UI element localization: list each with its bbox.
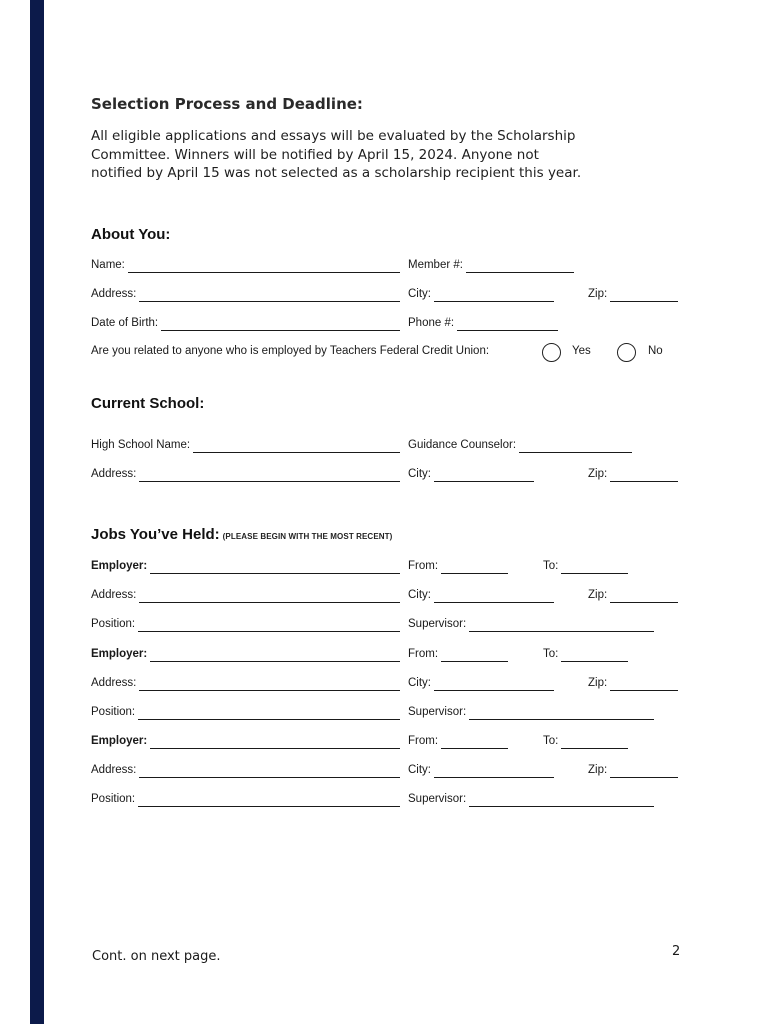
job2-address-input-line[interactable] xyxy=(139,678,400,691)
selection-process-heading: Selection Process and Deadline: xyxy=(91,95,363,113)
job1-position-field[interactable] xyxy=(91,616,400,632)
school-address-label: Address: xyxy=(91,468,137,480)
name-label: Name: xyxy=(91,259,125,271)
job1-city-field[interactable] xyxy=(408,587,554,603)
job1-to-label: To: xyxy=(543,560,559,572)
job2-city-label: City: xyxy=(408,677,431,689)
member-number-input-line[interactable] xyxy=(466,260,574,273)
member-number-label: Member #: xyxy=(408,259,463,271)
city-input-line[interactable] xyxy=(434,289,554,302)
side-accent-bar xyxy=(30,0,44,1024)
job2-employer-field[interactable] xyxy=(91,646,400,662)
school-zip-label: Zip: xyxy=(588,468,608,480)
job3-city-input-line[interactable] xyxy=(434,765,554,778)
school-city-label: City: xyxy=(408,468,431,480)
job2-position-input-line[interactable] xyxy=(138,707,400,720)
name-field[interactable] xyxy=(91,257,400,273)
selection-text-line-2: Committee. Winners will be notified by April 15, 2024. Anyone not xyxy=(91,146,539,163)
job3-from-field[interactable] xyxy=(408,733,508,749)
job1-employer-label: Employer: xyxy=(91,560,148,572)
job3-to-input-line[interactable] xyxy=(561,736,628,749)
job3-supervisor-field[interactable] xyxy=(408,791,654,807)
job3-employer-input-line[interactable] xyxy=(150,736,400,749)
job2-position-field[interactable] xyxy=(91,704,400,720)
job3-to-label: To: xyxy=(543,735,559,747)
job3-supervisor-input-line[interactable] xyxy=(469,794,654,807)
job2-supervisor-input-line[interactable] xyxy=(469,707,654,720)
phone-input-line[interactable] xyxy=(457,318,558,331)
job2-city-input-line[interactable] xyxy=(434,678,554,691)
job2-to-input-line[interactable] xyxy=(561,649,628,662)
job2-address-field[interactable] xyxy=(91,675,400,691)
job3-city-label: City: xyxy=(408,764,431,776)
date-of-birth-label: Date of Birth: xyxy=(91,317,159,329)
related-no-radio[interactable] xyxy=(617,343,636,362)
job2-city-field[interactable] xyxy=(408,675,554,691)
school-address-field[interactable] xyxy=(91,466,400,482)
job3-from-label: From: xyxy=(408,735,439,747)
about-you-heading: About You: xyxy=(91,226,171,243)
page-number: 2 xyxy=(672,944,681,959)
job3-address-input-line[interactable] xyxy=(139,765,400,778)
jobs-heading xyxy=(91,526,392,543)
jobs-heading-title: Jobs You’ve Held: xyxy=(91,526,220,543)
high-school-name-field[interactable] xyxy=(91,437,400,453)
job1-from-input-line[interactable] xyxy=(441,561,508,574)
job1-address-label: Address: xyxy=(91,589,137,601)
job1-supervisor-field[interactable] xyxy=(408,616,654,632)
job2-from-field[interactable] xyxy=(408,646,508,662)
school-zip-input-line[interactable] xyxy=(610,469,678,482)
job3-to-field[interactable] xyxy=(543,733,628,749)
school-city-input-line[interactable] xyxy=(434,469,534,482)
school-city-field[interactable] xyxy=(408,466,534,482)
phone-field[interactable] xyxy=(408,315,558,331)
jobs-heading-note: (PLEASE BEGIN WITH THE MOST RECENT) xyxy=(222,532,393,541)
high-school-name-label: High School Name: xyxy=(91,439,191,451)
address-label: Address: xyxy=(91,288,137,300)
address-input-line[interactable] xyxy=(139,289,400,302)
job3-position-label: Position: xyxy=(91,793,136,805)
current-school-heading: Current School: xyxy=(91,395,205,412)
related-yes-label: Yes xyxy=(572,345,591,357)
high-school-name-input-line[interactable] xyxy=(193,440,400,453)
job2-supervisor-field[interactable] xyxy=(408,704,654,720)
related-yes-radio[interactable] xyxy=(542,343,561,362)
job2-to-field[interactable] xyxy=(543,646,628,662)
job1-from-field[interactable] xyxy=(408,558,508,574)
job3-position-input-line[interactable] xyxy=(138,794,400,807)
job3-address-field[interactable] xyxy=(91,762,400,778)
job1-employer-field[interactable] xyxy=(91,558,400,574)
job3-employer-field[interactable] xyxy=(91,733,400,749)
related-question: Are you related to anyone who is employed by Teachers Federal Credit Union: xyxy=(91,345,490,357)
job1-employer-input-line[interactable] xyxy=(150,561,400,574)
job1-to-input-line[interactable] xyxy=(561,561,628,574)
job3-zip-input-line[interactable] xyxy=(610,765,678,778)
zip-label: Zip: xyxy=(588,288,608,300)
job1-address-input-line[interactable] xyxy=(139,590,400,603)
guidance-counselor-label: Guidance Counselor: xyxy=(408,439,517,451)
job3-city-field[interactable] xyxy=(408,762,554,778)
address-field[interactable] xyxy=(91,286,400,302)
job3-from-input-line[interactable] xyxy=(441,736,508,749)
job1-position-label: Position: xyxy=(91,618,136,630)
job2-employer-label: Employer: xyxy=(91,648,148,660)
school-address-input-line[interactable] xyxy=(139,469,400,482)
job3-zip-label: Zip: xyxy=(588,764,608,776)
zip-field[interactable] xyxy=(588,286,678,302)
name-input-line[interactable] xyxy=(128,260,400,273)
job2-zip-input-line[interactable] xyxy=(610,678,678,691)
job1-zip-field[interactable] xyxy=(588,587,678,603)
job2-from-label: From: xyxy=(408,648,439,660)
job3-zip-field[interactable] xyxy=(588,762,678,778)
city-label: City: xyxy=(408,288,431,300)
guidance-counselor-input-line[interactable] xyxy=(519,440,632,453)
job3-supervisor-label: Supervisor: xyxy=(408,793,467,805)
job1-zip-label: Zip: xyxy=(588,589,608,601)
job1-city-label: City: xyxy=(408,589,431,601)
job2-zip-label: Zip: xyxy=(588,677,608,689)
job1-supervisor-input-line[interactable] xyxy=(469,619,654,632)
job1-to-field[interactable] xyxy=(543,558,628,574)
job2-to-label: To: xyxy=(543,648,559,660)
job2-employer-input-line[interactable] xyxy=(150,649,400,662)
job1-supervisor-label: Supervisor: xyxy=(408,618,467,630)
zip-input-line[interactable] xyxy=(610,289,678,302)
job3-position-field[interactable] xyxy=(91,791,400,807)
job2-from-input-line[interactable] xyxy=(441,649,508,662)
date-of-birth-input-line[interactable] xyxy=(161,318,400,331)
job3-employer-label: Employer: xyxy=(91,735,148,747)
job1-position-input-line[interactable] xyxy=(138,619,400,632)
job1-zip-input-line[interactable] xyxy=(610,590,678,603)
job2-position-label: Position: xyxy=(91,706,136,718)
job1-from-label: From: xyxy=(408,560,439,572)
city-field[interactable] xyxy=(408,286,554,302)
job2-supervisor-label: Supervisor: xyxy=(408,706,467,718)
job1-city-input-line[interactable] xyxy=(434,590,554,603)
selection-process-text xyxy=(91,127,611,183)
phone-label: Phone #: xyxy=(408,317,455,329)
school-zip-field[interactable] xyxy=(588,466,678,482)
related-no-label: No xyxy=(648,345,663,357)
job1-address-field[interactable] xyxy=(91,587,400,603)
selection-text-line-1: All eligible applications and essays will be evaluated by the Scholarship xyxy=(91,128,576,144)
date-of-birth-field[interactable] xyxy=(91,315,400,331)
job2-zip-field[interactable] xyxy=(588,675,678,691)
selection-text-line-3: notified by April 15 was not selected as a scholarship recipient this year. xyxy=(91,165,582,181)
member-number-field[interactable] xyxy=(408,257,574,273)
job3-address-label: Address: xyxy=(91,764,137,776)
continued-note: Cont. on next page. xyxy=(92,949,221,964)
job2-address-label: Address: xyxy=(91,677,137,689)
guidance-counselor-field[interactable] xyxy=(408,437,632,453)
